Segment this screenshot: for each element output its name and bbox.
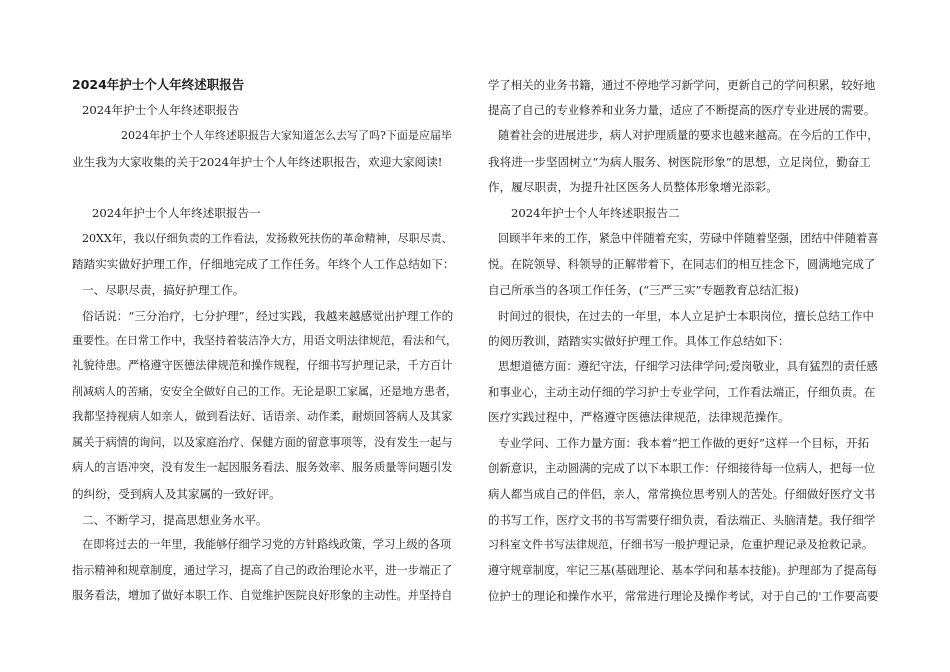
body-line: 随着社会的进展进步，病人对护理质量的要求也越来越高。在今后的工作中，: [498, 129, 879, 142]
body-line: 遵守规章制度，牢记三基(基础理论、基本学问和基本技能)。护理部为了提高每: [488, 564, 878, 577]
body-line: 时间过的很快，在过去的一年里，本人立足护士本职岗位，擅长总结工作中: [498, 309, 874, 323]
body-line: 创新意识，主动圆满的完成了以下本职工作：仔细接待每一位病人，把每一位: [488, 461, 876, 475]
body-line: 病人都当成自己的伴侣，亲人，常常换位思考别人的苦处。仔细做好医疗文书: [488, 487, 876, 501]
body-line: 重要性。在日常工作中，我坚持着装洁净大方，用语文明法律规范，看法和气，: [72, 334, 457, 347]
intro-line: 2024年护士个人年终述职报告大家知道怎么去写了吗?下面是应届毕: [121, 129, 452, 142]
document-title: 2024年护士个人年终述职报告: [72, 77, 245, 92]
body-line: 属关于病情的询问，以及家庭治疗、保健方面的留意事项等，没有发生一起与: [72, 436, 453, 449]
body-line: 20XX年，我以仔细负责的工作看法，发扬救死扶伤的革命精神，尽职尽责、: [82, 232, 453, 245]
subheading-line: 一、尽职尽责，搞好护理工作。: [82, 283, 245, 297]
body-line: 我都坚持视病人如亲人，做到看法好、话语亲、动作柔，耐烦回答病人及其家: [72, 410, 453, 423]
body-line: 的书写工作，医疗文书的书写需要仔细负责，看法端正、头脑清楚。我仔细学: [488, 513, 876, 527]
subheading-line: 二、不断学习，提高思想业务水平。: [82, 513, 268, 527]
body-line: 位护士的理论和操作水平，常常进行理论及操作考试，对于自己的'工作要高要: [488, 589, 879, 603]
body-line: 提高了自己的专业修养和业务力量，适应了不断提高的医疗专业进展的需要。: [488, 103, 876, 117]
body-line: 医疗实践过程中，严格遵守医德法律规范，法律规范操作。: [488, 410, 790, 424]
body-line: 削减病人的苦痛，安安全全做好自己的工作。无论是职工家属，还是地方患者，: [72, 385, 457, 398]
body-line: 专业学问、工作力量方面：我本着“把工作做的更好”这样一个目标，开拓: [498, 436, 870, 450]
intro-line: 业生我为大家收集的关于2024年护士个人年终述职报告，欢迎大家阅读!: [72, 155, 443, 169]
body-line: 和事业心，主动主动仔细的学习护士专业学问，工作看法端正，仔细负责。在: [488, 385, 876, 399]
body-line: 习科室文件书写法律规范，仔细书写一般护理记录，危重护理记录及抢救记录。: [488, 538, 873, 551]
section-heading-one: 2024年护士个人年终述职报告一: [92, 206, 261, 220]
body-line: 服务看法，增加了做好本职工作、自觉维护医院良好形象的主动性。并坚持自: [72, 589, 453, 602]
body-line: 礼貌待患。严格遵守医德法律规范和操作规程，仔细书写护理记录，千方百计: [72, 359, 453, 372]
body-line: 病人的言语冲突，没有发生一起因服务看法、服务效率、服务质量等问题引发: [72, 461, 453, 474]
body-line: 我将进一步坚固树立“为病人服务、树医院形象”的思想，立足岗位，勤奋工: [488, 155, 871, 169]
section-heading-two: 2024年护士个人年终述职报告二: [511, 206, 680, 220]
body-line: 自己所承当的各项工作任务，(“三严三实”专题教育总结汇报): [488, 283, 799, 297]
body-line: 的纠纷，受到病人及其家属的一致好评。: [72, 487, 281, 501]
body-line: 的阅历教训，踏踏实实做好护理工作。具体工作总结如下：: [488, 334, 790, 348]
body-line: 学了相关的业务书籍，通过不停地学习新学问，更新自己的学问积累，较好地: [488, 78, 876, 92]
body-line: 回顾半年来的工作，紧急中伴随着充实，劳碌中伴随着坚强，团结中伴随着喜: [498, 232, 879, 245]
body-line: 俗话说：“三分治疗，七分护理”，经过实践，我越来越感觉出护理工作的: [82, 309, 454, 323]
body-line: 思想道德方面：遵纪守法，仔细学习法律学问;爱岗敬业，具有猛烈的责任感: [498, 359, 878, 373]
body-line: 踏踏实实做好护理工作，仔细地完成了工作任务。年终个人工作总结如下：: [72, 257, 455, 271]
body-line: 悦。在院领导、科领导的正解带着下，在同志们的相互挂念下，圆满地完成了: [488, 257, 876, 271]
body-line: 作，履尽职责，为提升社区医务人员整体形象增光添彩。: [488, 180, 778, 194]
subtitle-line: 2024年护士个人年终述职报告: [82, 103, 240, 117]
body-line: 在即将过去的一年里，我能够仔细学习党的方针路线政策，学习上级的各项: [82, 538, 452, 551]
body-line: 指示精神和规章制度，通过学习，提高了自己的政治理论水平，进一步端正了: [72, 564, 453, 577]
